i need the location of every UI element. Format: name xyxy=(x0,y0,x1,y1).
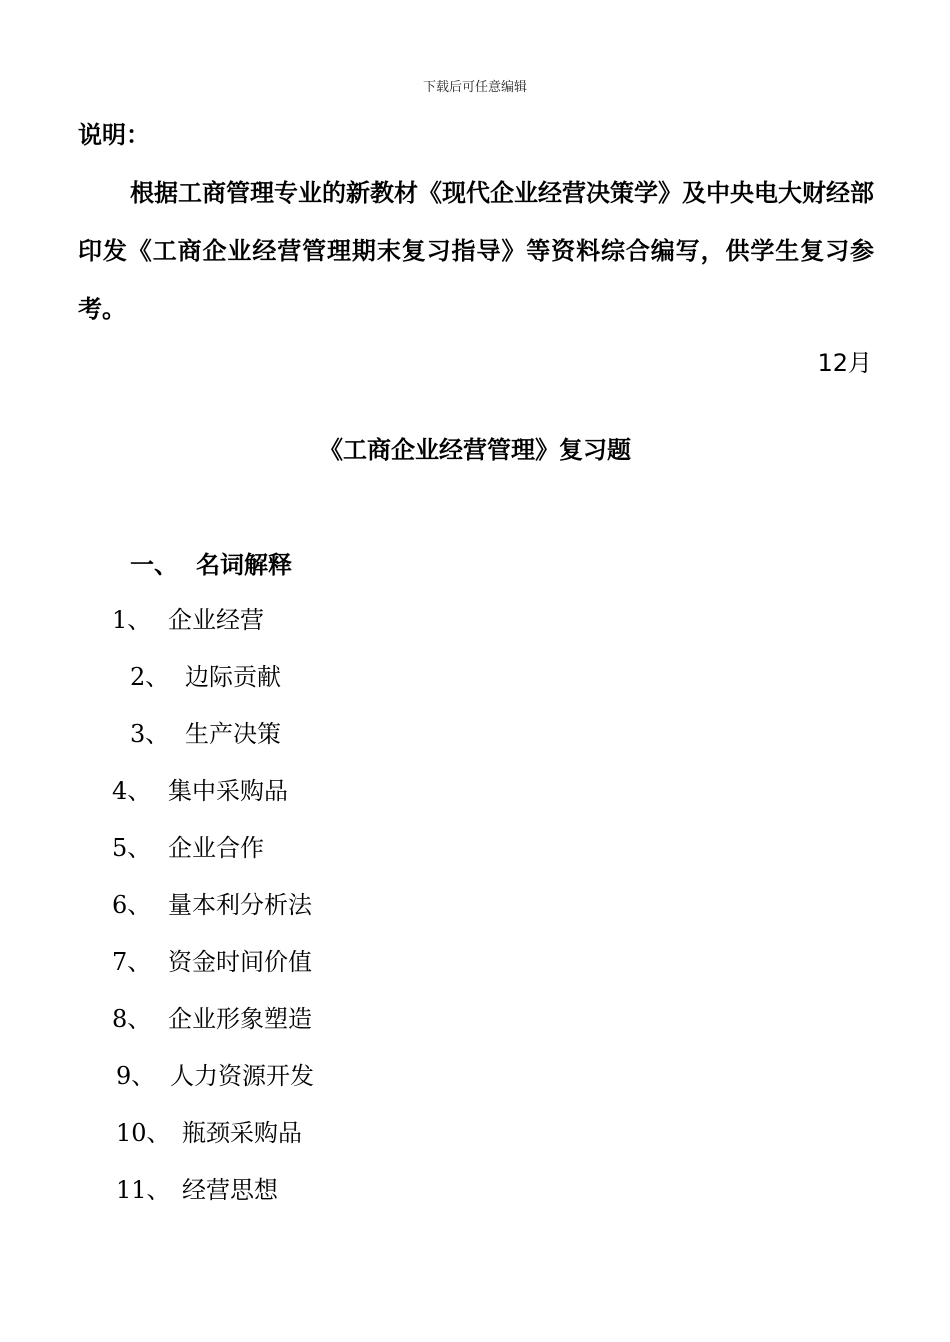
term-label: 企业经营 xyxy=(168,606,264,634)
term-label: 瓶颈采购品 xyxy=(182,1119,302,1147)
term-number: 11、 xyxy=(116,1176,171,1204)
list-item xyxy=(112,828,264,863)
page-header-note: 下载后可任意编辑 xyxy=(422,80,527,95)
term-label: 量本利分析法 xyxy=(168,891,312,919)
term-label: 人力资源开发 xyxy=(170,1062,314,1090)
list-item xyxy=(116,1113,302,1148)
list-item xyxy=(112,600,264,635)
list-item xyxy=(116,1056,314,1091)
term-number: 4、 xyxy=(112,777,152,805)
term-number: 6、 xyxy=(112,891,152,919)
term-label: 企业形象塑造 xyxy=(168,1005,312,1033)
term-number: 10、 xyxy=(116,1119,171,1147)
document-title: 《工商企业经营管理》复习题 xyxy=(319,436,631,464)
list-item xyxy=(112,771,288,806)
term-label: 经营思想 xyxy=(182,1176,278,1204)
term-label: 企业合作 xyxy=(168,834,264,862)
note-heading: 说明： xyxy=(78,121,150,149)
term-label: 集中采购品 xyxy=(168,777,288,805)
term-number: 7、 xyxy=(112,948,152,976)
term-label: 资金时间价值 xyxy=(168,948,312,976)
term-number: 9、 xyxy=(116,1062,156,1090)
term-label: 边际贡献 xyxy=(185,663,281,691)
term-number: 8、 xyxy=(112,1005,152,1033)
list-item xyxy=(130,657,281,692)
date-line: 12月 xyxy=(817,349,872,377)
list-item xyxy=(112,999,312,1034)
term-number: 2、 xyxy=(130,663,170,691)
list-item xyxy=(116,1170,278,1205)
term-number: 5、 xyxy=(112,834,152,862)
term-number: 1、 xyxy=(112,606,152,634)
list-item xyxy=(130,714,281,749)
term-number: 3、 xyxy=(130,720,170,748)
section-label: 名词解释 xyxy=(196,551,292,579)
intro-paragraph: 根据工商管理专业的新教材《现代企业经营决策学》及中央电大财经部印发《工商企业经营管理期末复习指导》等资料综合编写，供学生复习参考。 xyxy=(78,179,874,323)
section-number: 一、 xyxy=(130,551,178,579)
section-heading xyxy=(130,545,292,580)
list-item xyxy=(112,885,312,920)
list-item xyxy=(112,942,312,977)
term-label: 生产决策 xyxy=(185,720,281,748)
